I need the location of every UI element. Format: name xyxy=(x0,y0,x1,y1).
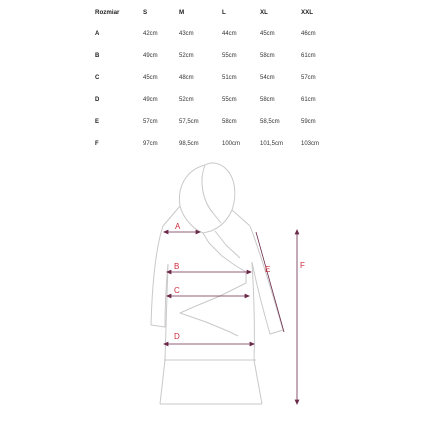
right-shoulder xyxy=(232,210,250,226)
arrow-f-bottom xyxy=(295,400,299,404)
left-sleeve xyxy=(151,226,168,327)
table-cell: 58cm xyxy=(222,119,237,125)
table-cell: 58cm xyxy=(260,97,275,103)
table-cell: 100cm xyxy=(222,141,241,147)
table-cell: 57,5cm xyxy=(179,119,199,125)
header-size-label: Rozmiar xyxy=(95,9,120,16)
header-xxl: XXL xyxy=(301,9,314,16)
table-cell: 51cm xyxy=(222,75,237,81)
hood-inner-fold xyxy=(202,165,221,223)
table-cell: 61cm xyxy=(301,97,316,103)
arrow-f-top xyxy=(295,230,299,234)
table-cell: 52cm xyxy=(179,53,194,59)
table-cell: 45cm xyxy=(143,75,158,81)
row-label: B xyxy=(95,53,100,59)
table-cell: 42cm xyxy=(143,31,158,37)
table-cell: 55cm xyxy=(222,53,237,59)
table-cell: 46cm xyxy=(301,31,316,37)
arrow-d-right xyxy=(250,342,254,346)
measure-label-f: F xyxy=(300,261,305,270)
row-label: C xyxy=(95,75,100,81)
table-cell: 54cm xyxy=(260,75,275,81)
table-cell: 55cm xyxy=(222,97,237,103)
table-cell: 97cm xyxy=(143,141,158,147)
header-m: M xyxy=(179,9,185,16)
size-table xyxy=(0,0,423,160)
measurement-labels xyxy=(174,222,305,341)
arrow-d-left xyxy=(164,342,168,346)
table-cell: 101,5cm xyxy=(260,141,284,147)
table-cell: 61cm xyxy=(301,53,316,59)
table-header-row xyxy=(0,6,423,20)
table-row xyxy=(0,137,423,151)
table-row xyxy=(0,71,423,85)
arrow-a-left xyxy=(164,230,168,234)
garment-outline xyxy=(151,163,283,404)
row-label: F xyxy=(95,141,99,147)
measure-line-e xyxy=(256,232,284,332)
table-cell: 98,5cm xyxy=(179,141,199,147)
header-s: S xyxy=(143,9,148,16)
table-cell: 48cm xyxy=(179,75,194,81)
measure-label-d: D xyxy=(174,332,180,341)
table-cell: 57cm xyxy=(143,119,158,125)
garment-diagram xyxy=(0,160,423,423)
table-cell: 44cm xyxy=(222,31,237,37)
arrow-c-left xyxy=(167,294,171,298)
table-cell: 52cm xyxy=(179,97,194,103)
table-cell: 49cm xyxy=(143,97,158,103)
header-xl: XL xyxy=(260,9,268,16)
row-label: D xyxy=(95,97,100,103)
table-cell: 58cm xyxy=(260,53,275,59)
garment-drawing xyxy=(0,160,423,423)
measure-label-c: C xyxy=(174,286,180,295)
arrow-c-right xyxy=(245,294,249,298)
wrap-inner-edge xyxy=(215,231,240,258)
table-cell: 45cm xyxy=(260,31,275,37)
table-cell: 49cm xyxy=(143,53,158,59)
table-row xyxy=(0,93,423,107)
table-cell: 59cm xyxy=(301,119,316,125)
header-l: L xyxy=(222,9,226,16)
table-cell: 43cm xyxy=(179,31,194,37)
row-label: A xyxy=(95,31,100,37)
table-row xyxy=(0,49,423,63)
wrap-front-seam xyxy=(180,233,246,336)
right-sleeve xyxy=(250,226,283,334)
measurement-lines xyxy=(164,230,299,404)
table-cell: 57cm xyxy=(301,75,316,81)
measure-label-a: A xyxy=(175,222,181,231)
hood-outline xyxy=(179,163,234,233)
row-label: E xyxy=(95,119,100,125)
arrow-b-right xyxy=(247,270,251,274)
table-row xyxy=(0,115,423,129)
table-cell: 103cm xyxy=(301,141,320,147)
measure-label-b: B xyxy=(174,262,180,271)
measure-label-e: E xyxy=(265,265,271,274)
table-row xyxy=(0,27,423,41)
table-cell: 58,5cm xyxy=(260,119,280,125)
